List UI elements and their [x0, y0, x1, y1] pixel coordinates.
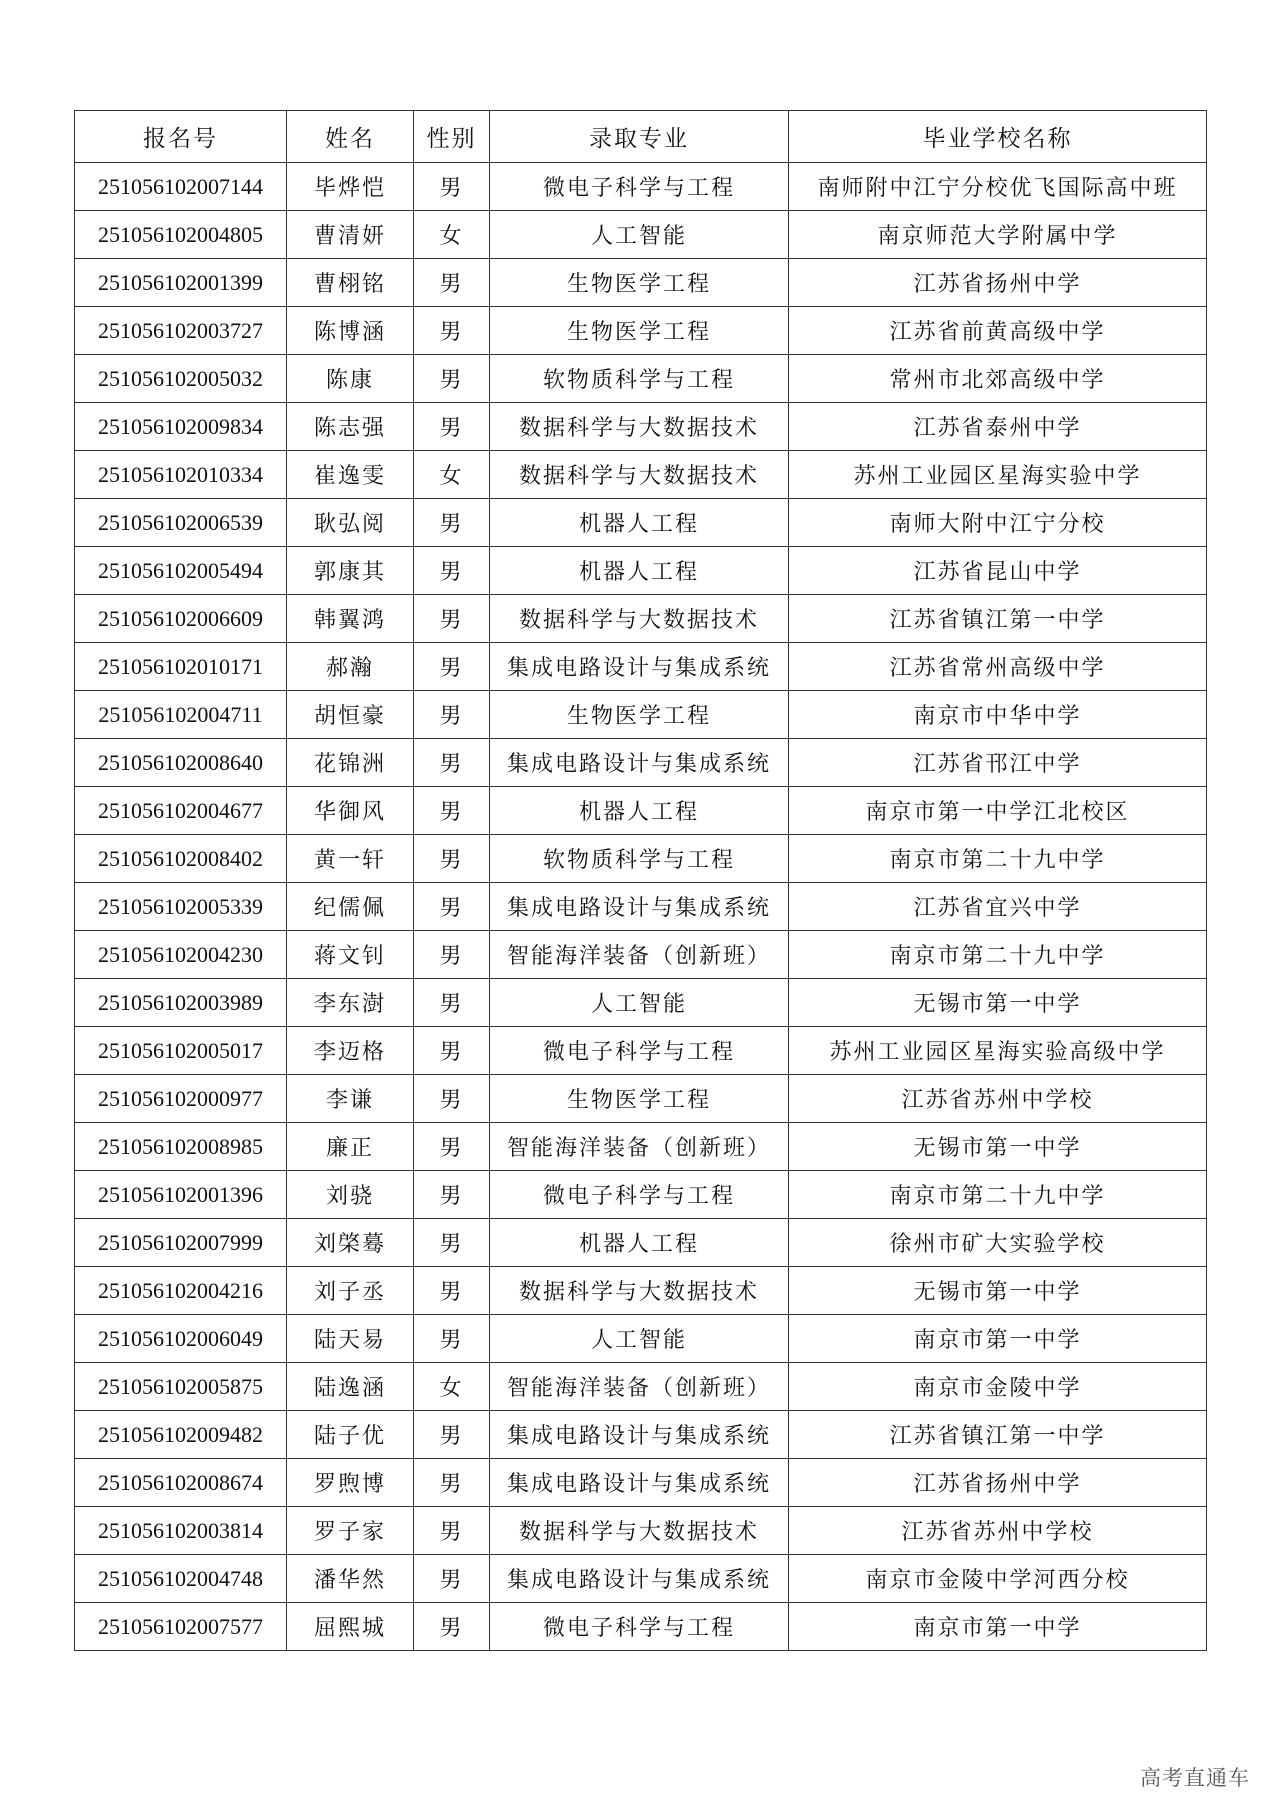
cell-registration-number: 251056102003989 — [75, 979, 287, 1027]
cell-major: 数据科学与大数据技术 — [490, 1507, 789, 1555]
cell-gender: 女 — [414, 1363, 490, 1411]
table-row — [75, 883, 1207, 931]
cell-school: 江苏省昆山中学 — [789, 547, 1207, 595]
cell-name: 毕烨恺 — [287, 163, 414, 211]
header-name: 姓名 — [287, 111, 414, 163]
cell-name: 黄一轩 — [287, 835, 414, 883]
cell-school: 江苏省扬州中学 — [789, 259, 1207, 307]
header-row — [75, 111, 1207, 163]
cell-major: 人工智能 — [490, 211, 789, 259]
cell-major: 生物医学工程 — [490, 691, 789, 739]
cell-school: 江苏省前黄高级中学 — [789, 307, 1207, 355]
cell-registration-number: 251056102004216 — [75, 1267, 287, 1315]
table-row — [75, 163, 1207, 211]
cell-gender: 女 — [414, 451, 490, 499]
cell-school: 江苏省苏州中学校 — [789, 1075, 1207, 1123]
cell-major: 生物医学工程 — [490, 259, 789, 307]
cell-gender: 男 — [414, 355, 490, 403]
table-row — [75, 1123, 1207, 1171]
cell-gender: 男 — [414, 259, 490, 307]
cell-registration-number: 251056102006609 — [75, 595, 287, 643]
cell-registration-number: 251056102009482 — [75, 1411, 287, 1459]
cell-registration-number: 251056102003727 — [75, 307, 287, 355]
cell-name: 潘华然 — [287, 1555, 414, 1603]
cell-school: 苏州工业园区星海实验中学 — [789, 451, 1207, 499]
cell-major: 人工智能 — [490, 1315, 789, 1363]
cell-name: 屈熙城 — [287, 1603, 414, 1651]
watermark-text: 高考直通车 — [1140, 1766, 1250, 1790]
header-major: 录取专业 — [490, 111, 789, 163]
cell-school: 无锡市第一中学 — [789, 1267, 1207, 1315]
cell-registration-number: 251056102004748 — [75, 1555, 287, 1603]
cell-gender: 男 — [414, 691, 490, 739]
cell-gender: 女 — [414, 211, 490, 259]
cell-name: 纪儒佩 — [287, 883, 414, 931]
cell-major: 集成电路设计与集成系统 — [490, 739, 789, 787]
cell-gender: 男 — [414, 1027, 490, 1075]
cell-gender: 男 — [414, 403, 490, 451]
cell-name: 耿弘阅 — [287, 499, 414, 547]
cell-school: 江苏省宜兴中学 — [789, 883, 1207, 931]
cell-registration-number: 251056102007577 — [75, 1603, 287, 1651]
cell-registration-number: 251056102009834 — [75, 403, 287, 451]
table-row — [75, 787, 1207, 835]
cell-school: 南京市第一中学 — [789, 1315, 1207, 1363]
cell-name: 廉正 — [287, 1123, 414, 1171]
cell-name: 李迈格 — [287, 1027, 414, 1075]
cell-gender: 男 — [414, 1171, 490, 1219]
cell-school: 南京市第一中学江北校区 — [789, 787, 1207, 835]
header-registration-number: 报名号 — [75, 111, 287, 163]
cell-name: 胡恒豪 — [287, 691, 414, 739]
table-row — [75, 643, 1207, 691]
cell-name: 陆子优 — [287, 1411, 414, 1459]
cell-name: 曹栩铭 — [287, 259, 414, 307]
cell-gender: 男 — [414, 835, 490, 883]
cell-name: 李谦 — [287, 1075, 414, 1123]
cell-major: 智能海洋装备（创新班） — [490, 1123, 789, 1171]
cell-name: 郝瀚 — [287, 643, 414, 691]
cell-gender: 男 — [414, 1075, 490, 1123]
header-gender: 性别 — [414, 111, 490, 163]
cell-gender: 男 — [414, 787, 490, 835]
cell-major: 机器人工程 — [490, 1219, 789, 1267]
cell-school: 无锡市第一中学 — [789, 979, 1207, 1027]
cell-name: 罗煦博 — [287, 1459, 414, 1507]
cell-gender: 男 — [414, 931, 490, 979]
table-row — [75, 1459, 1207, 1507]
cell-gender: 男 — [414, 1555, 490, 1603]
cell-gender: 男 — [414, 163, 490, 211]
cell-major: 软物质科学与工程 — [490, 835, 789, 883]
cell-registration-number: 251056102007144 — [75, 163, 287, 211]
table-row — [75, 499, 1207, 547]
table-row — [75, 1411, 1207, 1459]
cell-major: 智能海洋装备（创新班） — [490, 1363, 789, 1411]
cell-registration-number: 251056102000977 — [75, 1075, 287, 1123]
cell-registration-number: 251056102004230 — [75, 931, 287, 979]
cell-school: 无锡市第一中学 — [789, 1123, 1207, 1171]
table-row — [75, 1267, 1207, 1315]
table-row — [75, 403, 1207, 451]
cell-major: 集成电路设计与集成系统 — [490, 883, 789, 931]
table-row — [75, 547, 1207, 595]
cell-school: 南京师范大学附属中学 — [789, 211, 1207, 259]
cell-school: 南京市第二十九中学 — [789, 835, 1207, 883]
admission-table — [74, 110, 1207, 1651]
cell-name: 刘棨蓦 — [287, 1219, 414, 1267]
cell-gender: 男 — [414, 1315, 490, 1363]
table-body — [75, 163, 1207, 1651]
table-row — [75, 1363, 1207, 1411]
table-row — [75, 1315, 1207, 1363]
cell-gender: 男 — [414, 1219, 490, 1267]
cell-gender: 男 — [414, 547, 490, 595]
cell-name: 曹清妍 — [287, 211, 414, 259]
header-school: 毕业学校名称 — [789, 111, 1207, 163]
cell-school: 江苏省邗江中学 — [789, 739, 1207, 787]
cell-name: 陆天易 — [287, 1315, 414, 1363]
cell-gender: 男 — [414, 979, 490, 1027]
cell-registration-number: 251056102001396 — [75, 1171, 287, 1219]
cell-registration-number: 251056102010171 — [75, 643, 287, 691]
table-row — [75, 1171, 1207, 1219]
cell-name: 蒋文钊 — [287, 931, 414, 979]
cell-school: 江苏省镇江第一中学 — [789, 1411, 1207, 1459]
cell-registration-number: 251056102008674 — [75, 1459, 287, 1507]
cell-registration-number: 251056102004805 — [75, 211, 287, 259]
cell-major: 微电子科学与工程 — [490, 1027, 789, 1075]
table-row — [75, 1075, 1207, 1123]
cell-name: 罗子家 — [287, 1507, 414, 1555]
cell-gender: 男 — [414, 739, 490, 787]
cell-gender: 男 — [414, 499, 490, 547]
cell-school: 南京市第二十九中学 — [789, 931, 1207, 979]
cell-gender: 男 — [414, 643, 490, 691]
cell-gender: 男 — [414, 1411, 490, 1459]
cell-name: 陈康 — [287, 355, 414, 403]
cell-school: 江苏省苏州中学校 — [789, 1507, 1207, 1555]
cell-major: 机器人工程 — [490, 787, 789, 835]
table-row — [75, 691, 1207, 739]
cell-school: 南京市金陵中学 — [789, 1363, 1207, 1411]
cell-name: 花锦洲 — [287, 739, 414, 787]
cell-registration-number: 251056102008640 — [75, 739, 287, 787]
table-row — [75, 307, 1207, 355]
table-row — [75, 1507, 1207, 1555]
cell-school: 江苏省镇江第一中学 — [789, 595, 1207, 643]
cell-registration-number: 251056102005017 — [75, 1027, 287, 1075]
cell-registration-number: 251056102006049 — [75, 1315, 287, 1363]
cell-name: 刘子丞 — [287, 1267, 414, 1315]
cell-gender: 男 — [414, 1459, 490, 1507]
cell-major: 机器人工程 — [490, 547, 789, 595]
cell-major: 软物质科学与工程 — [490, 355, 789, 403]
table-row — [75, 595, 1207, 643]
cell-registration-number: 251056102006539 — [75, 499, 287, 547]
cell-major: 集成电路设计与集成系统 — [490, 1555, 789, 1603]
table-row — [75, 1603, 1207, 1651]
cell-major: 集成电路设计与集成系统 — [490, 1459, 789, 1507]
table-row — [75, 451, 1207, 499]
cell-registration-number: 251056102005339 — [75, 883, 287, 931]
cell-registration-number: 251056102008402 — [75, 835, 287, 883]
cell-name: 陆逸涵 — [287, 1363, 414, 1411]
cell-school: 南师大附中江宁分校 — [789, 499, 1207, 547]
cell-major: 集成电路设计与集成系统 — [490, 643, 789, 691]
table-header — [75, 111, 1207, 163]
cell-registration-number: 251056102007999 — [75, 1219, 287, 1267]
cell-school: 南师附中江宁分校优飞国际高中班 — [789, 163, 1207, 211]
cell-major: 数据科学与大数据技术 — [490, 1267, 789, 1315]
cell-gender: 男 — [414, 307, 490, 355]
cell-school: 南京市金陵中学河西分校 — [789, 1555, 1207, 1603]
admission-table-container — [74, 110, 1206, 1651]
cell-gender: 男 — [414, 1267, 490, 1315]
cell-gender: 男 — [414, 1123, 490, 1171]
cell-registration-number: 251056102005875 — [75, 1363, 287, 1411]
cell-gender: 男 — [414, 1507, 490, 1555]
cell-school: 常州市北郊高级中学 — [789, 355, 1207, 403]
cell-gender: 男 — [414, 883, 490, 931]
table-row — [75, 1027, 1207, 1075]
cell-school: 江苏省扬州中学 — [789, 1459, 1207, 1507]
cell-major: 机器人工程 — [490, 499, 789, 547]
cell-name: 陈博涵 — [287, 307, 414, 355]
cell-major: 集成电路设计与集成系统 — [490, 1411, 789, 1459]
table-row — [75, 211, 1207, 259]
cell-major: 智能海洋装备（创新班） — [490, 931, 789, 979]
cell-school: 江苏省泰州中学 — [789, 403, 1207, 451]
cell-name: 崔逸雯 — [287, 451, 414, 499]
cell-name: 陈志强 — [287, 403, 414, 451]
cell-gender: 男 — [414, 1603, 490, 1651]
table-row — [75, 979, 1207, 1027]
cell-major: 数据科学与大数据技术 — [490, 451, 789, 499]
cell-registration-number: 251056102008985 — [75, 1123, 287, 1171]
cell-major: 微电子科学与工程 — [490, 1171, 789, 1219]
cell-major: 数据科学与大数据技术 — [490, 403, 789, 451]
cell-registration-number: 251056102010334 — [75, 451, 287, 499]
table-row — [75, 931, 1207, 979]
cell-registration-number: 251056102005032 — [75, 355, 287, 403]
cell-school: 苏州工业园区星海实验高级中学 — [789, 1027, 1207, 1075]
cell-school: 南京市第一中学 — [789, 1603, 1207, 1651]
table-row — [75, 1555, 1207, 1603]
table-row — [75, 739, 1207, 787]
cell-school: 南京市中华中学 — [789, 691, 1207, 739]
cell-name: 郭康其 — [287, 547, 414, 595]
cell-name: 李东澍 — [287, 979, 414, 1027]
cell-name: 华御风 — [287, 787, 414, 835]
table-row — [75, 835, 1207, 883]
cell-school: 徐州市矿大实验学校 — [789, 1219, 1207, 1267]
cell-major: 生物医学工程 — [490, 1075, 789, 1123]
cell-registration-number: 251056102004711 — [75, 691, 287, 739]
cell-major: 人工智能 — [490, 979, 789, 1027]
cell-major: 数据科学与大数据技术 — [490, 595, 789, 643]
cell-registration-number: 251056102001399 — [75, 259, 287, 307]
cell-school: 江苏省常州高级中学 — [789, 643, 1207, 691]
cell-major: 生物医学工程 — [490, 307, 789, 355]
table-row — [75, 259, 1207, 307]
cell-name: 刘骁 — [287, 1171, 414, 1219]
cell-name: 韩翼鸿 — [287, 595, 414, 643]
cell-gender: 男 — [414, 595, 490, 643]
cell-registration-number: 251056102004677 — [75, 787, 287, 835]
cell-registration-number: 251056102005494 — [75, 547, 287, 595]
cell-major: 微电子科学与工程 — [490, 163, 789, 211]
cell-major: 微电子科学与工程 — [490, 1603, 789, 1651]
table-row — [75, 1219, 1207, 1267]
table-row — [75, 355, 1207, 403]
cell-school: 南京市第二十九中学 — [789, 1171, 1207, 1219]
cell-registration-number: 251056102003814 — [75, 1507, 287, 1555]
